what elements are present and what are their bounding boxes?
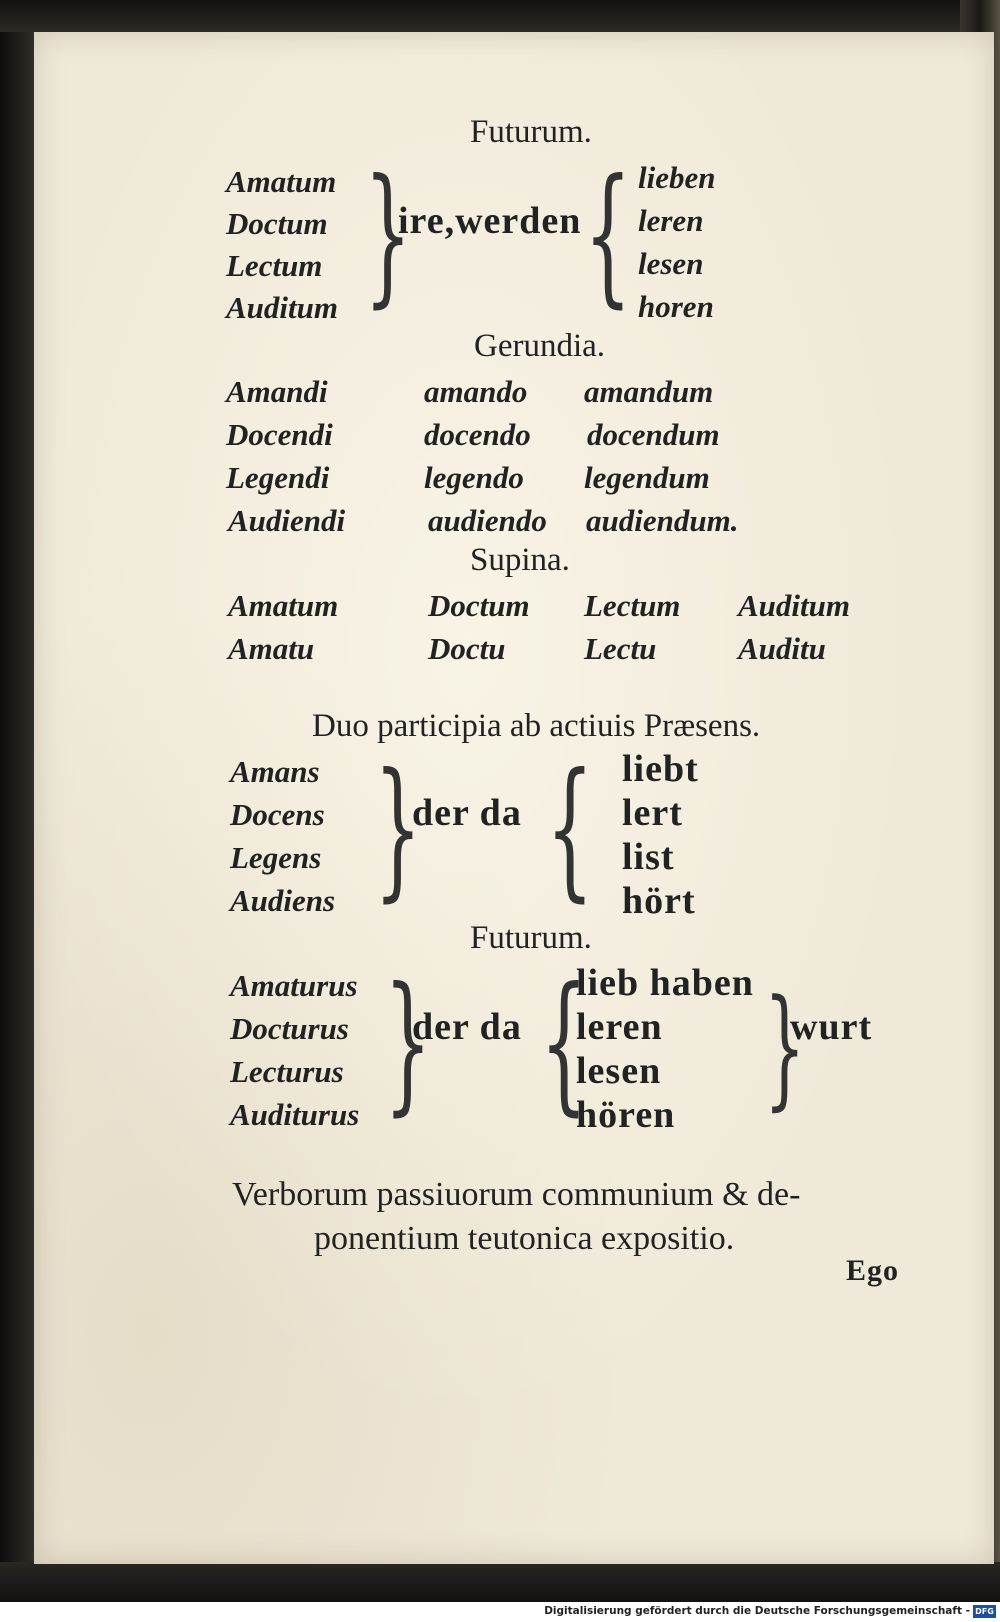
supina-r1-c3: Lectum	[584, 588, 681, 623]
brace-left-2: }	[374, 742, 422, 916]
supina-r2-c2: Doctu	[428, 631, 506, 666]
futurum-left-1: Amatum	[226, 164, 337, 199]
dfg-logo: DFG	[973, 1605, 996, 1618]
gerundia-r3-c3: legendum	[584, 460, 710, 495]
futurum2-left-2: Docturus	[230, 1011, 349, 1046]
gerundia-r3-c1: Legendi	[226, 460, 330, 495]
book-top-edge	[0, 0, 1000, 32]
futurum2-middle: der da	[412, 1006, 522, 1048]
brace-left-3: }	[384, 956, 432, 1130]
participia-left-2: Docens	[230, 797, 325, 832]
futurum2-tail: wurt	[790, 1006, 873, 1048]
futurum-right-3: lesen	[638, 246, 704, 281]
closing-line-1: Verborum passiuorum communium & de-	[232, 1176, 801, 1213]
catchword: Ego	[846, 1254, 900, 1287]
brace-tail: }	[764, 971, 806, 1123]
futurum2-right-1: lieb haben	[576, 962, 754, 1004]
futurum-left-2: Doctum	[226, 206, 328, 241]
futurum2-left-3: Lecturus	[230, 1054, 344, 1089]
futurum-left-3: Lectum	[226, 248, 323, 283]
book-bottom-edge	[0, 1562, 1000, 1602]
futurum-left-4: Auditum	[226, 290, 338, 325]
futurum-right-2: leren	[638, 203, 704, 238]
gerundia-r1-c1: Amandi	[226, 374, 328, 409]
participia-right-1: liebt	[622, 748, 699, 790]
participia-heading: Duo participia ab actiuis Præsens.	[312, 708, 761, 744]
brace-right-1: {	[584, 148, 632, 322]
gerundia-r4-c1: Audiendi	[228, 503, 346, 538]
futurum2-heading: Futurum.	[470, 920, 592, 956]
futurum-middle: ire,werden	[398, 200, 582, 242]
futurum2-right-2: leren	[576, 1006, 663, 1048]
futurum-right-1: lieben	[638, 160, 716, 195]
supina-r2-c4: Auditu	[738, 631, 826, 666]
futurum2-left-4: Auditurus	[230, 1097, 360, 1132]
participia-right-2: lert	[622, 792, 683, 834]
futurum2-left-1: Amaturus	[230, 968, 358, 1003]
brace-right-2: {	[546, 742, 594, 916]
book-page	[34, 32, 994, 1564]
participia-right-4: hört	[622, 880, 696, 922]
gerundia-r4-c2: audiendo	[428, 503, 547, 538]
supina-r1-c2: Doctum	[428, 588, 530, 623]
closing-line-2: ponentium teutonica expositio.	[314, 1220, 735, 1257]
gerundia-r2-c3: docendum	[587, 417, 720, 452]
gerundia-r4-c3: audiendum.	[586, 503, 739, 538]
participia-middle: der da	[412, 792, 522, 834]
supina-r2-c1: Amatu	[228, 631, 315, 666]
futurum-right-4: horen	[638, 289, 714, 324]
futurum2-right-3: lesen	[576, 1050, 662, 1092]
brace-left-1: }	[364, 148, 412, 322]
gerundia-r1-c3: amandum	[584, 374, 714, 409]
supina-r2-c3: Lectu	[584, 631, 657, 666]
gerundia-r2-c2: docendo	[424, 417, 531, 452]
gerundia-heading: Gerundia.	[474, 328, 606, 364]
gerundia-r3-c2: legendo	[424, 460, 524, 495]
participia-right-3: list	[622, 836, 675, 878]
participia-left-1: Amans	[230, 754, 320, 789]
supina-heading: Supina.	[470, 542, 570, 578]
gerundia-r1-c2: amando	[424, 374, 528, 409]
credit-text: Digitalisierung gefördert durch die Deutsche Forschungsgemeinschaft -	[544, 1605, 970, 1617]
digitization-credit-bar	[0, 1602, 1000, 1622]
futurum2-right-4: hören	[576, 1094, 676, 1136]
gerundia-r2-c1: Docendi	[226, 417, 333, 452]
participia-left-4: Audiens	[230, 883, 336, 918]
brace-right-3: {	[540, 956, 588, 1130]
futurum-heading: Futurum.	[470, 114, 592, 150]
supina-r1-c4: Auditum	[738, 588, 850, 623]
participia-left-3: Legens	[230, 840, 322, 875]
supina-r1-c1: Amatum	[228, 588, 339, 623]
